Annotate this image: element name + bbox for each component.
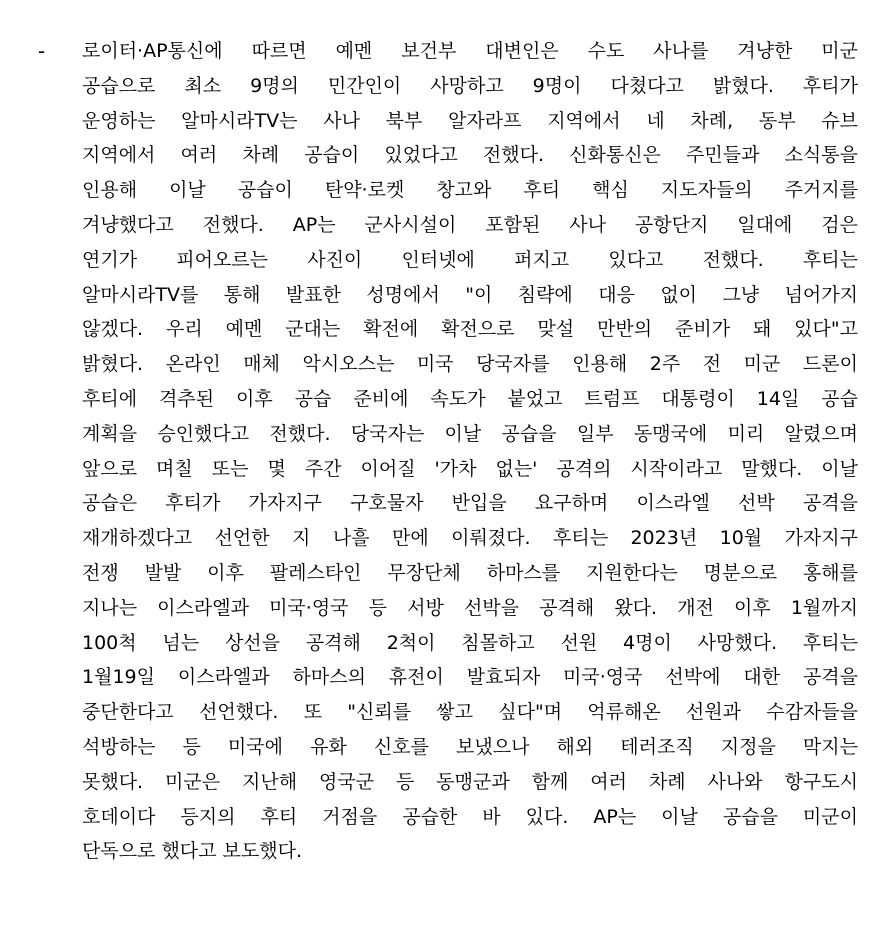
paragraph-line: 계획을 승인했다고 전했다. 당국자는 이날 공습을 일부 동맹국에 미리 알렸으며 [82, 422, 858, 445]
paragraph-line: 석방하는 등 미국에 유화 신호를 보냈으나 해외 테러조직 지정을 막지는 [82, 735, 858, 758]
paragraph-line: 연기가 피어오르는 사진이 인터넷에 퍼지고 있다고 전했다. 후티는 [82, 248, 858, 271]
paragraph-line: 단독으로 했다고 보도했다. [82, 840, 303, 863]
paragraph-line: 공습은 후티가 가자지구 구호물자 반입을 요구하며 이스라엘 선박 공격을 [82, 492, 858, 515]
paragraph-line: 재개하겠다고 선언한 지 나흘 만에 이뤄졌다. 후티는 2023년 10월 가자지구 [82, 527, 858, 550]
paragraph-line: 못했다. 미군은 지난해 영국군 등 동맹군과 함께 여러 차례 사나와 항구도시 [82, 770, 858, 793]
paragraph-line: 겨냥했다고 전했다. AP는 군사시설이 포함된 사나 공항단지 일대에 검은 [82, 213, 858, 236]
bullet-dash: - [38, 39, 46, 63]
paragraph-line: 않겠다. 우리 예멘 군대는 확전에 확전으로 맞설 만반의 준비가 돼 있다"고 [82, 318, 858, 341]
paragraph-line: 후티에 격추된 이후 공습 준비에 속도가 붙었고 트럼프 대통령이 14일 공습 [82, 387, 858, 410]
paragraph-line: 로이터·AP통신에 따르면 예멘 보건부 대변인은 수도 사나를 겨냥한 미군 [82, 40, 858, 62]
paragraph-line: 지역에서 여러 차례 공습이 있었다고 전했다. 신화통신은 주민들과 소식통을 [82, 144, 858, 167]
paragraph-line: 운영하는 알마시라TV는 사나 북부 알자라프 지역에서 네 차례, 동부 슈브 [82, 109, 858, 132]
paragraph-line: 앞으로 며칠 또는 몇 주간 이어질 '가차 없는' 공격의 시작이라고 말했다. 이날 [82, 457, 858, 480]
paragraph-line: 100척 넘는 상선을 공격해 2척이 침몰하고 선원 4명이 사망했다. 후티는 [82, 631, 858, 654]
paragraph-line: 밝혔다. 온라인 매체 악시오스는 미국 당국자를 인용해 2주 전 미군 드론이 [82, 353, 858, 376]
paragraph-line: 인용해 이날 공습이 탄약·로켓 창고와 후티 핵심 지도자들의 주거지를 [82, 179, 858, 202]
news-paragraph [82, 34, 858, 869]
paragraph-line: 알마시라TV를 통해 발표한 성명에서 "이 침략에 대응 없이 그냥 넘어가지 [82, 283, 858, 306]
paragraph-line: 지나는 이스라엘과 미국·영국 등 서방 선박을 공격해 왔다. 개전 이후 1월까지 [82, 596, 858, 619]
paragraph-line: 1월19일 이스라엘과 하마스의 휴전이 발효되자 미국·영국 선박에 대한 공격을 [82, 666, 858, 689]
paragraph-line: 호데이다 등지의 후티 거점을 공습한 바 있다. AP는 이날 공습을 미군이 [82, 805, 858, 828]
paragraph-line: 전쟁 발발 이후 팔레스타인 무장단체 하마스를 지원한다는 명분으로 홍해를 [82, 561, 858, 584]
paragraph-line: 공습으로 최소 9명의 민간인이 사망하고 9명이 다쳤다고 밝혔다. 후티가 [82, 74, 858, 97]
paragraph-line: 중단한다고 선언했다. 또 "신뢰를 쌓고 싶다"며 억류해온 선원과 수감자들을 [82, 701, 858, 724]
